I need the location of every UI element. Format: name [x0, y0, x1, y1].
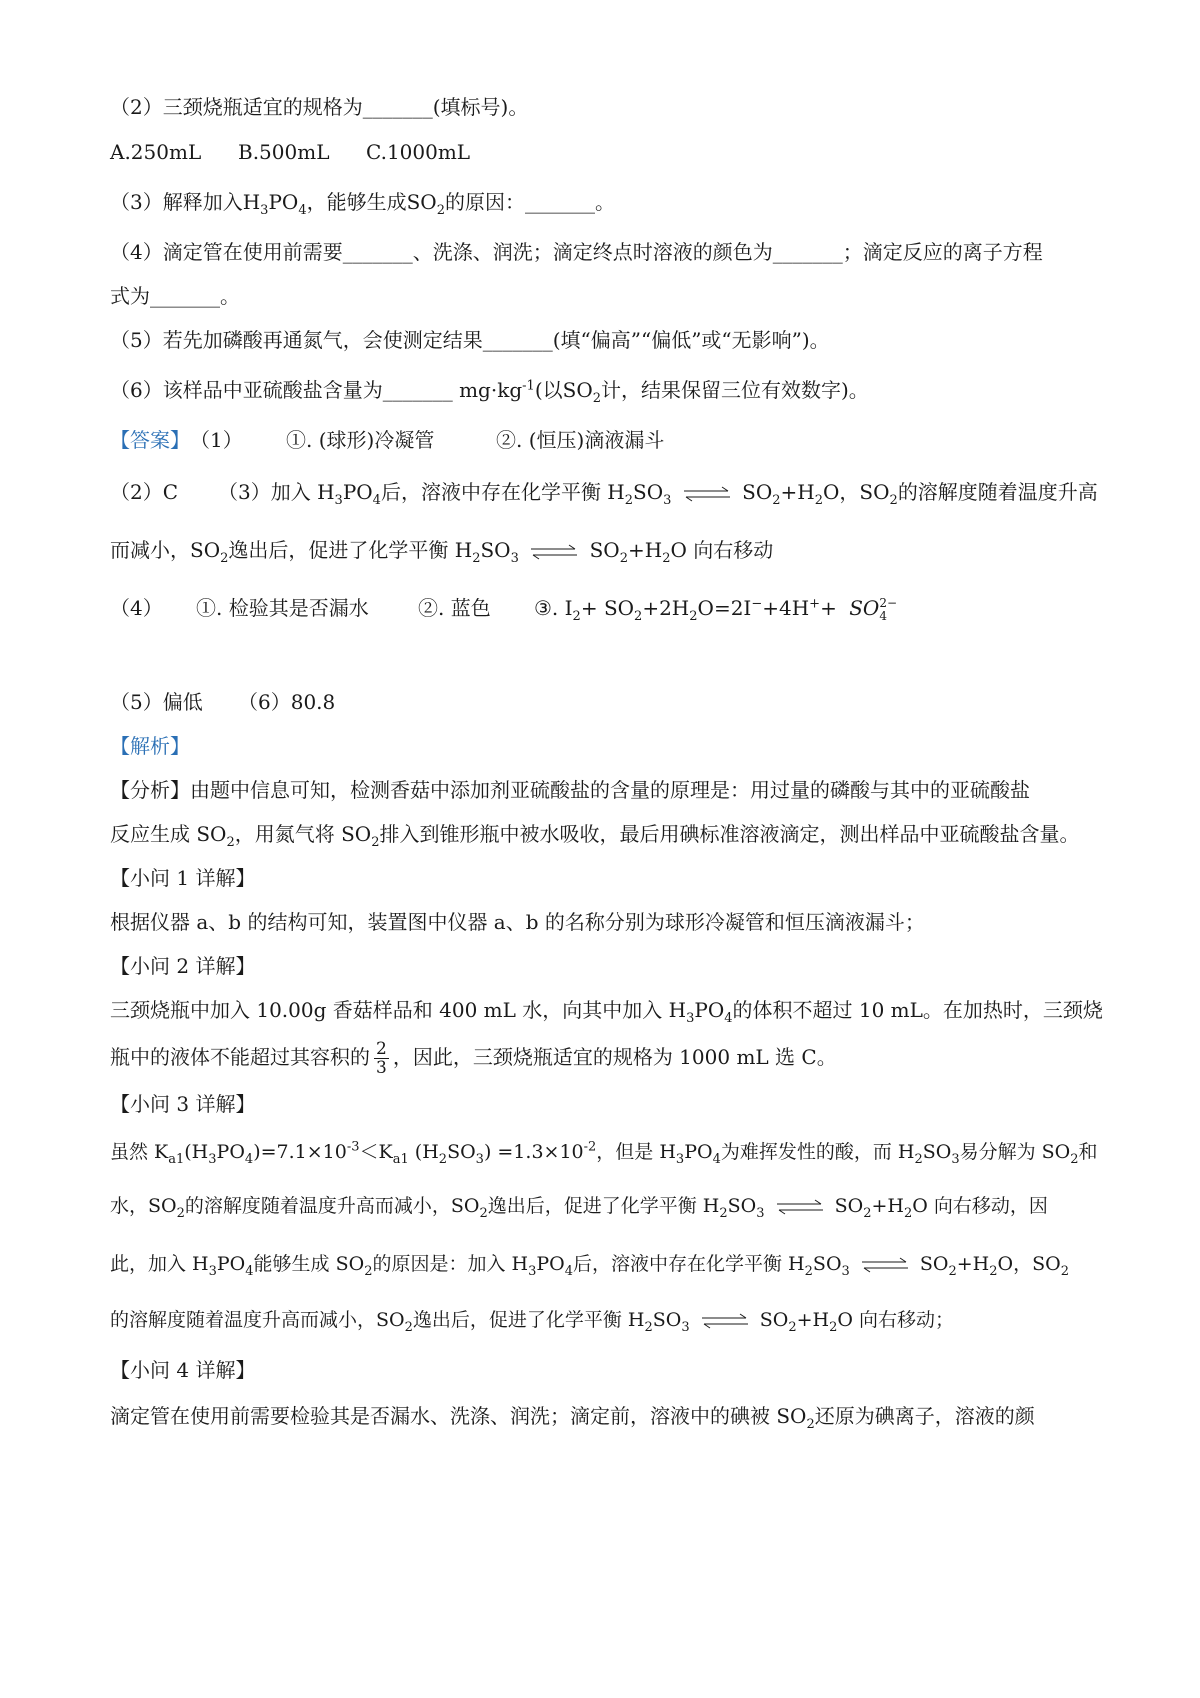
- q2-options: [110, 138, 470, 166]
- option-c: C.1000mL: [366, 140, 471, 164]
- section-3-line3: 此，加入 $H_3PO_4$能够生成 $SO_2$的原因是：加入 $H_3PO_4$后，溶液中存在化学平衡 $H_2SO_3$ $SO_2+H_2O$，$SO_2$: [110, 1253, 1069, 1279]
- equilibrium-arrow-icon: [529, 543, 579, 561]
- fraction-two-thirds: $\frac{2}{3}$: [376, 1039, 387, 1078]
- equilibrium-arrow-icon: [860, 1256, 910, 1274]
- answer-3-line2: 而减小，$SO_2$逸出后，促进了化学平衡 $H_2SO_3$ $SO_2+H_2O$ 向右移动: [110, 538, 774, 566]
- section-2-body-line1: 三颈烧瓶中加入 10.00g 香菇样品和 400 mL 水，向其中加入 $H_3PO_4$的体积不超过 10 mL。在加热时，三颈烧: [110, 998, 1103, 1026]
- equilibrium-arrow-icon: [682, 485, 732, 503]
- q3-stem: （3）解释加入$H_3PO_4$，能够生成$SO_2$的原因：_______。: [110, 190, 615, 218]
- section-2-title: 【小问 2 详解】: [110, 954, 256, 978]
- answer-1: 【答案】（1） ①. (球形)冷凝管 ②. (恒压)滴液漏斗: [110, 428, 665, 452]
- answer-label: 【答案】: [110, 428, 190, 452]
- option-a: A.250mL: [110, 140, 202, 164]
- answer-4: （4） ①. 检验其是否漏水 ②. 蓝色 ③. $I_2+ SO_2+2H_2O=2I^-+4H^++$ SO 2− 4: [110, 595, 898, 624]
- q2-stem: （2）三颈烧瓶适宜的规格为_______(填标号)。: [110, 95, 529, 119]
- section-3-line2: 水，$SO_2$的溶解度随着温度升高而减小，$SO_2$逸出后，促进了化学平衡 $H_2SO_3$ $SO_2+H_2O$ 向右移动，因: [110, 1195, 1048, 1221]
- option-b: B.500mL: [238, 140, 330, 164]
- section-3-title: 【小问 3 详解】: [110, 1092, 256, 1116]
- answer-5-6: （5）偏低 （6）80.8: [110, 690, 336, 714]
- answer-2-3: （2）C （3）加入 $H_3PO_4$后，溶液中存在化学平衡 $H_2SO_3$ $SO_2+H_2O$，$SO_2$的溶解度随着温度升高: [110, 480, 1098, 508]
- section-4-title: 【小问 4 详解】: [110, 1358, 256, 1382]
- analysis-fenxi-line2: 反应生成 $SO_2$，用氮气将 $SO_2$排入到锥形瓶中被水吸收，最后用碘标准溶液滴定，测出样品中亚硫酸盐含量。: [110, 822, 1080, 850]
- section-2-body-line2: 瓶中的液体不能超过其容积的 $\frac{2}{3}$ ，因此，三颈烧瓶适宜的规格为 1000 mL 选 C。: [110, 1039, 837, 1078]
- analysis-label: 【解析】: [110, 734, 190, 758]
- q4-stem-line2: 式为_______。: [110, 284, 240, 308]
- section-4-body: 滴定管在使用前需要检验其是否漏水、洗涤、润洗；滴定前，溶液中的碘被 $SO_2$还原为碘离子，溶液的颜: [110, 1404, 1035, 1432]
- analysis-fenxi-line1: 【分析】由题中信息可知，检测香菇中添加剂亚硫酸盐的含量的原理是：用过量的磷酸与其中的亚硫酸盐: [110, 778, 1030, 802]
- sulfate-ion: SO 2− 4: [849, 595, 898, 623]
- section-1-title: 【小问 1 详解】: [110, 866, 256, 890]
- equilibrium-arrow-icon: [700, 1312, 750, 1330]
- q5-stem: （5）若先加磷酸再通氮气，会使测定结果_______(填“偏高”“偏低”或“无影响”)。: [110, 328, 830, 352]
- section-3-line4: 的溶解度随着温度升高而减小，$SO_2$逸出后，促进了化学平衡 $H_2SO_3$ $SO_2+H_2O$ 向右移动；: [110, 1309, 955, 1335]
- q4-stem-line1: （4）滴定管在使用前需要_______、洗涤、润洗；滴定终点时溶液的颜色为_______；滴定反应的离子方程: [110, 240, 1043, 264]
- q6-stem: （6）该样品中亚硫酸盐含量为_______ $mg\cdot kg^{-1}$(以$SO_2$计，结果保留三位有效数字)。: [110, 378, 869, 406]
- section-3-line1: 虽然 $K_{a1}(H_3PO_4)=7.1\times 10^{-3}<K_{a1}$ $(H_2SO_3) =1.3\times 10^{-2}$，但是 $H_3PO_4$为难挥发性的酸，而 $H_2SO_3$易分解为 $SO_2$和: [110, 1139, 1098, 1167]
- section-1-body: 根据仪器 a、b 的结构可知，装置图中仪器 a、b 的名称分别为球形冷凝管和恒压滴液漏斗；: [110, 910, 925, 934]
- equilibrium-arrow-icon: [775, 1198, 825, 1216]
